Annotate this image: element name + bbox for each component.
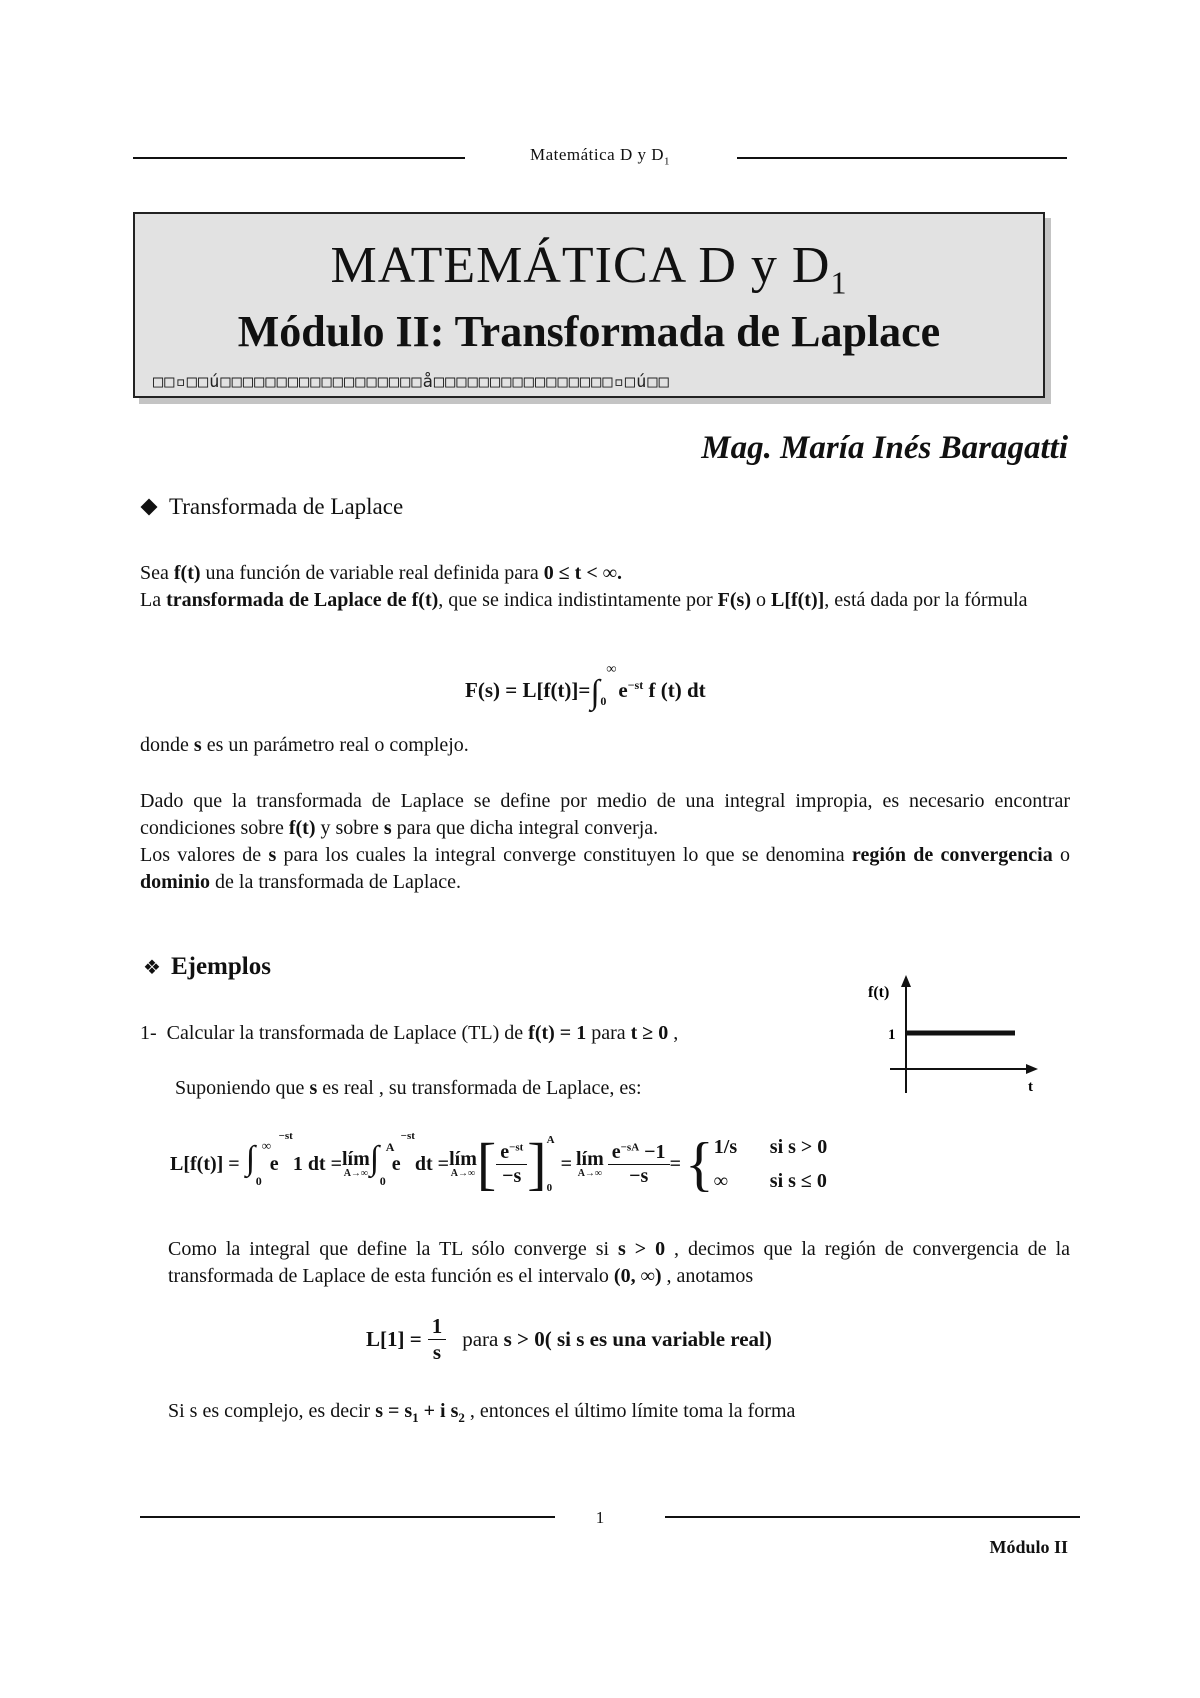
section-heading-laplace: [143, 494, 403, 520]
definition-paragraph: Sea f(t) una función de variable real definida para 0 ≤ t < ∞. La transformada de Laplace de f(t), que se indica indistintamente por F(s) o L[f(t)], está dada por la fórmula: [140, 562, 1028, 611]
module-title: Módulo II: Transformada de Laplace: [237, 307, 941, 356]
x-axis-arrow-icon: [1026, 1064, 1038, 1074]
running-header-sub: 1: [664, 155, 671, 168]
laplace-of-one-formula: L[1] = $\frac{1}{s}$ para s > 0 ( si s es una variable real): [366, 1314, 772, 1364]
level-label: 1: [888, 1027, 896, 1043]
document-title-text: MATEMÁTICA D y D: [330, 237, 831, 294]
document-title-sub: 1: [830, 264, 848, 301]
section-heading-text: Ejemplos: [170, 953, 271, 980]
document-title: [135, 236, 1043, 301]
garbled-text-line: □□▫□□ú□□□□□□□□□□□□□□□□□□å□□□□□□□□□□□□□□□□▫□ú□□: [153, 372, 670, 392]
region-of-convergence-paragraph: Como la integral que define la TL sólo converge si s > 0 , decimos que la región de convergencia de la transformada de Laplace de esta función es el intervalo (0, ∞) , anotamos: [168, 1238, 1070, 1287]
x-axis-label: t: [1028, 1079, 1033, 1095]
step-function-graph: [860, 975, 1040, 1095]
diamond-bullet-icon: [141, 499, 158, 516]
y-axis-label: f(t): [868, 984, 890, 1001]
example-1-assumption: Suponiendo que s es real , su transformada de Laplace, es:: [175, 1077, 642, 1099]
complex-case-paragraph: Si s es complejo, es decir $s = s_1 + i$ $s_2$ , entonces el último límite toma la forma: [168, 1400, 796, 1425]
step-transform-formula: L[f(t)] = ∫ ∞ 0 e −st 1 dt = lím A→∞ ∫ A 0 e −st dt = lím A→∞ [ $\frac{e^{-st}}{-s}$ ] A 0 = lím A→∞ $\frac{e^{-sA} -1}{-s}$ = { 1/s si s > 0 ∞ si s ≤ 0: [170, 1130, 828, 1197]
section-heading-text: Transformada de Laplace: [169, 494, 404, 519]
author-name: Mag. María Inés Baragatti: [701, 430, 1068, 466]
convergence-paragraph: Dado que la transformada de Laplace se define por medio de una integral impropia, es necesario encontrar condiciones sobre f(t) y sobre s para que dicha integral converja. Los valores de s para los cuales la integral converge constituyen lo que se denomina región de convergencia o dominio de la transformada de Laplace.: [140, 790, 1071, 893]
footer-module-label: Módulo II: [989, 1537, 1068, 1557]
running-header-text: Matemática D y D: [529, 145, 665, 164]
page-number: 1: [595, 1508, 605, 1527]
title-box: [133, 212, 1045, 398]
section-heading-examples: [143, 953, 271, 981]
laplace-definition-formula: F(s) = L[f(t)]=∫ ∞ 0 $e^{-st}$ f (t) dt: [465, 662, 706, 711]
running-header: [0, 145, 1200, 167]
y-axis-arrow-icon: [901, 975, 911, 987]
parameter-paragraph: donde s es un parámetro real o complejo.: [140, 734, 469, 756]
example-1-statement: 1- Calcular la transformada de Laplace (TL) de f(t) = 1 para t ≥ 0 ,: [140, 1022, 679, 1044]
four-star-bullet-icon: ❖: [143, 955, 161, 979]
